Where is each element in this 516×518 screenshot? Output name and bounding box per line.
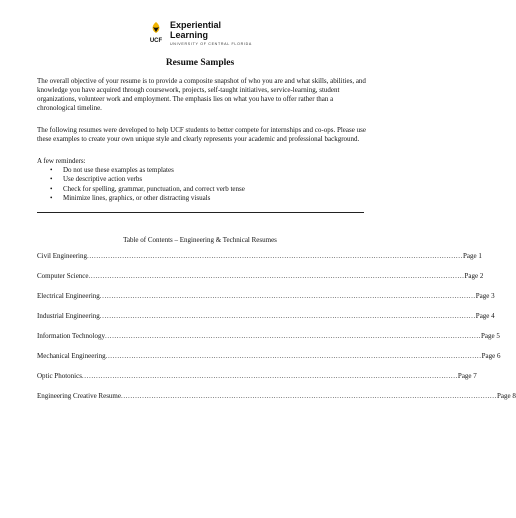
toc-leader-dots: ................................................................................................................................................................ [99,292,476,300]
toc-entry-page: Page 1 [462,252,482,260]
toc-entry-page: Page 2 [464,272,484,280]
intro-paragraph: The overall objective of your resume is to provide a composite snapshot of who you are and what skills, abilities, and knowledge you have acquired through coursework, projects, self-taught initiatives, service-learning, student organizations, volunteer work and employment. The emphasis lies on what you have to offer rather than a chronological timeline. [37,77,366,112]
toc-leader-dots: ................................................................................................................................................................ [99,312,476,320]
reminder-item: • Use descriptive action verbs [50,175,245,184]
reminder-item: • Check for spelling, grammar, punctuation, and correct verb tense [50,185,245,194]
toc-leader-dots: ................................................................................................................................................................ [86,252,463,260]
toc-entry-page: Page 6 [481,352,501,360]
toc-entry[interactable] [37,352,501,372]
toc-entry-name: Optic Photonics [37,372,82,380]
toc-leader-dots: ................................................................................................................................................................ [120,392,497,400]
toc-entry-page: Page 3 [475,292,495,300]
toc-entry-name: Civil Engineering [37,252,87,260]
toc-entry-name: Electrical Engineering [37,292,100,300]
reminders-title: A few reminders: [37,157,86,165]
toc-entry[interactable] [37,272,484,292]
toc-entry[interactable] [37,372,477,392]
toc-leader-dots: ................................................................................................................................................................ [105,332,482,340]
toc-entry-page: Page 7 [457,372,477,380]
toc-entry[interactable] [37,312,495,332]
toc-entry-page: Page 8 [496,392,516,400]
toc-entry-name: Computer Science [37,272,89,280]
toc-entry-name: Engineering Creative Resume [37,392,121,400]
toc-leader-dots: ................................................................................................................................................................ [105,352,482,360]
toc-entry-name: Industrial Engineering [37,312,100,320]
ucf-pegasus-icon [148,21,164,45]
toc-leader-dots: ................................................................................................................................................................ [81,372,458,380]
page-title: Resume Samples [165,58,235,68]
toc-leader-dots: ................................................................................................................................................................ [88,272,465,280]
toc-title: Table of Contents – Engineering & Technical Resumes [123,236,277,244]
logo-title-line1: Experiential [170,20,222,30]
reminder-item: • Do not use these examples as templates [50,166,245,175]
toc-entry[interactable] [37,252,482,272]
purpose-paragraph: The following resumes were developed to help UCF students to better compete for internships and co-ops. Please use these examples to create your own unique style and clearly represents your academic and professional background. [37,126,366,143]
reminders-list [50,166,245,203]
logo-subtitle: UNIVERSITY OF CENTRAL FLORIDA [170,42,253,46]
toc-entry-page: Page 4 [475,312,495,320]
section-divider [37,212,364,213]
logo-title-line2: Learning [170,30,209,40]
toc-entry[interactable] [37,292,495,312]
toc-entry[interactable] [37,332,500,352]
toc-entry[interactable] [37,392,516,412]
reminder-item: • Minimize lines, graphics, or other distracting visuals [50,194,245,203]
toc-entry-page: Page 5 [481,332,500,340]
logo-title [170,20,290,40]
toc-entry-name: Information Technology [37,332,106,340]
logo-emblem-text: UCF [149,38,163,44]
table-of-contents [37,252,516,412]
toc-entry-name: Mechanical Engineering [37,352,106,360]
